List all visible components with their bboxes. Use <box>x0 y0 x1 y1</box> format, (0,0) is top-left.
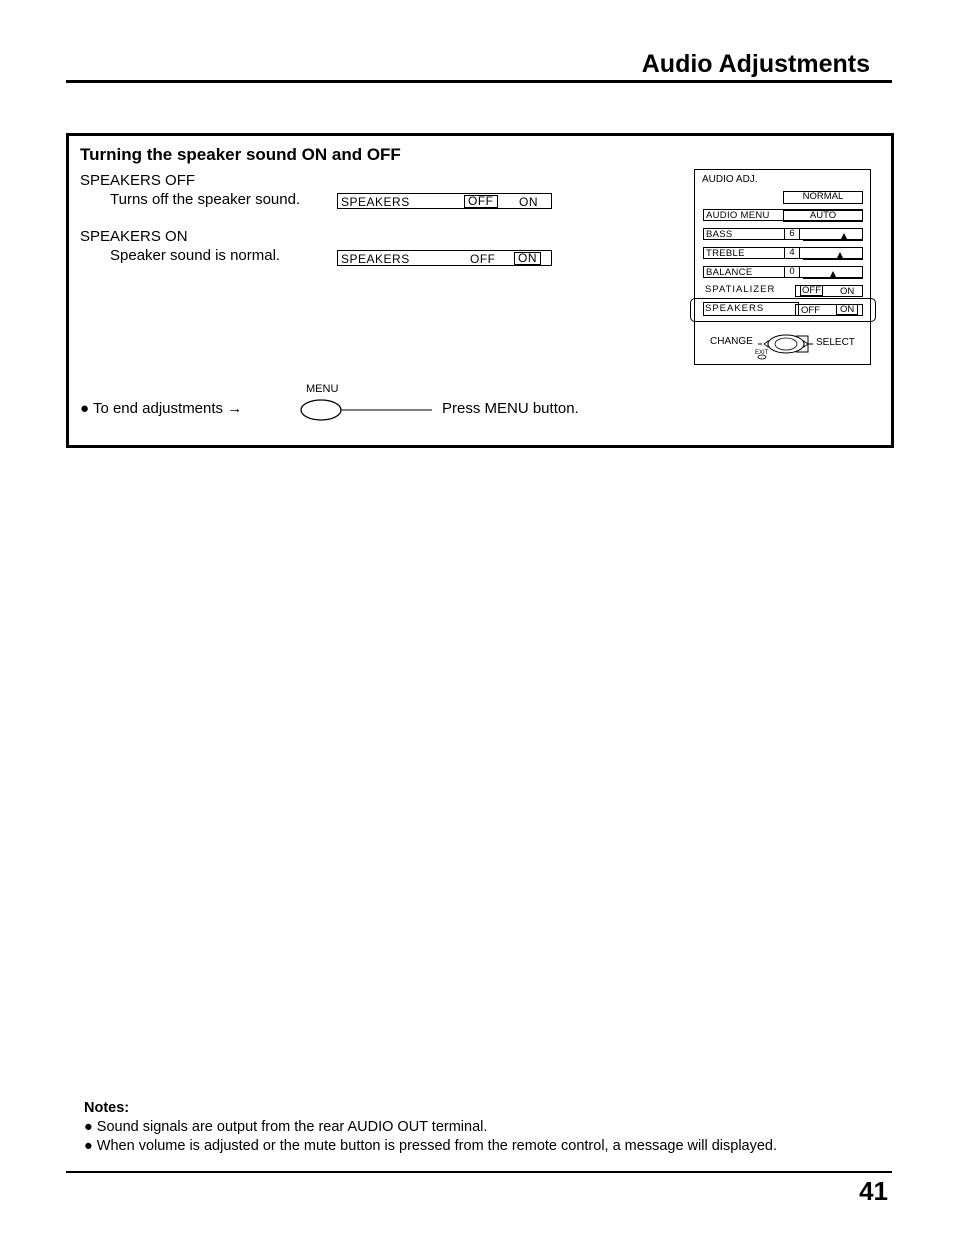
osd-speakers-options <box>795 304 863 316</box>
balance-slider-track <box>803 278 863 281</box>
menu-button-icon <box>298 396 438 424</box>
press-menu-text: Press MENU button. <box>442 400 579 417</box>
header-rule <box>66 80 892 83</box>
speakers-off: OFF <box>801 305 820 316</box>
bass-slider-track <box>803 240 863 243</box>
speakers-off-heading: SPEAKERS OFF <box>80 172 196 189</box>
bass-slider-marker-icon <box>841 233 847 239</box>
osd-spatializer-options <box>795 285 863 297</box>
note-item: ● When volume is adjusted or the mute button is pressed from the remote control, a message will displayed. <box>84 1138 778 1154</box>
treble-slider-track <box>803 259 863 262</box>
osd-audio-menu-value: AUTO <box>783 210 863 222</box>
osd-change-label: CHANGE <box>710 336 753 347</box>
spatializer-on: ON <box>840 286 855 297</box>
page-title: Audio Adjustments <box>641 50 870 78</box>
osd-mode-value: NORMAL <box>783 191 863 204</box>
strip-off-option-selected: OFF <box>464 195 498 208</box>
strip-on-option-selected: ON <box>514 252 541 265</box>
speakers-on-heading: SPEAKERS ON <box>80 228 188 245</box>
osd-speakers-label-box <box>703 302 799 316</box>
section-title: Turning the speaker sound ON and OFF <box>80 145 401 164</box>
page-number: 41 <box>859 1176 888 1206</box>
osd-balance-value: 0 <box>784 266 800 278</box>
osd-select-label: SELECT <box>816 337 855 348</box>
osd-title: AUDIO ADJ. <box>702 174 758 185</box>
osd-row-label: BALANCE <box>706 267 753 278</box>
osd-row-label: TREBLE <box>706 248 745 259</box>
speakers-strip-off <box>337 193 552 209</box>
treble-slider-marker-icon <box>837 252 843 258</box>
menu-button-label: MENU <box>306 383 339 395</box>
osd-row-label: AUDIO MENU <box>706 210 770 221</box>
speakers-strip-on <box>337 250 552 266</box>
osd-speakers-label: SPEAKERS <box>705 303 765 314</box>
notes-title: Notes: <box>84 1100 130 1116</box>
strip-label: SPEAKERS <box>341 195 410 209</box>
speakers-off-description: Turns off the speaker sound. <box>110 191 301 208</box>
osd-row-bass <box>703 228 863 240</box>
osd-row-balance <box>703 266 863 278</box>
note-item: ● Sound signals are output from the rear AUDIO OUT terminal. <box>84 1119 488 1135</box>
balance-slider-marker-icon <box>830 271 836 277</box>
strip-label: SPEAKERS <box>341 252 410 266</box>
strip-on-option: ON <box>519 195 538 209</box>
strip-off-option: OFF <box>470 252 496 266</box>
speakers-on-selected: ON <box>836 304 858 315</box>
osd-spatializer-label: SPATIALIZER <box>705 284 776 295</box>
osd-exit-label: EXIT <box>755 350 769 356</box>
footer-rule <box>66 1171 892 1173</box>
spatializer-off-selected: OFF <box>802 285 821 296</box>
osd-treble-value: 4 <box>784 247 800 259</box>
end-adjustments-text: ● To end adjustments → <box>80 400 243 417</box>
osd-bass-value: 6 <box>784 228 800 240</box>
osd-row-label: BASS <box>706 229 733 240</box>
speakers-on-description: Speaker sound is normal. <box>110 247 281 264</box>
